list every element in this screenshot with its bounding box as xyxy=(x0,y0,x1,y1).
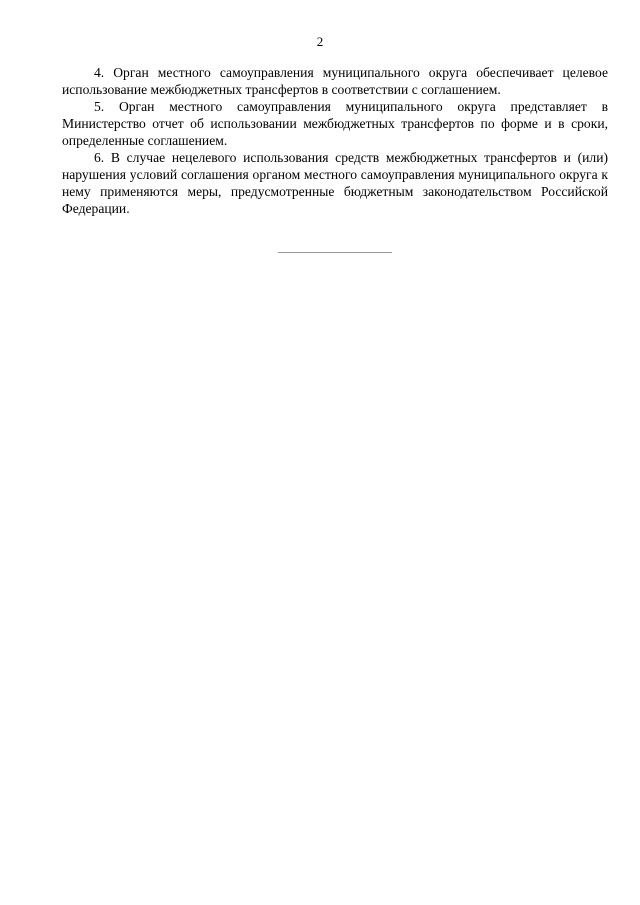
end-of-document-separator xyxy=(278,252,392,253)
document-body xyxy=(62,64,608,217)
paragraph-6: 6. В случае нецелевого использования средств межбюджетных трансфертов и (или) нарушения условий соглашения органом местного самоуправления муниципального округа к нему применяются меры, предусмотренные бюджетным законодательством Российской Федерации. xyxy=(62,150,608,216)
page-number: 2 xyxy=(316,34,324,49)
paragraph-5: 5. Орган местного самоуправления муниципального округа представляет в Министерство отчет об использовании межбюджетных трансфертов по форме и в сроки, определенные соглашением. xyxy=(62,99,608,148)
paragraph-4: 4. Орган местного самоуправления муниципального округа обеспечивает целевое использование межбюджетных трансфертов в соответствии с соглашением. xyxy=(62,65,608,97)
